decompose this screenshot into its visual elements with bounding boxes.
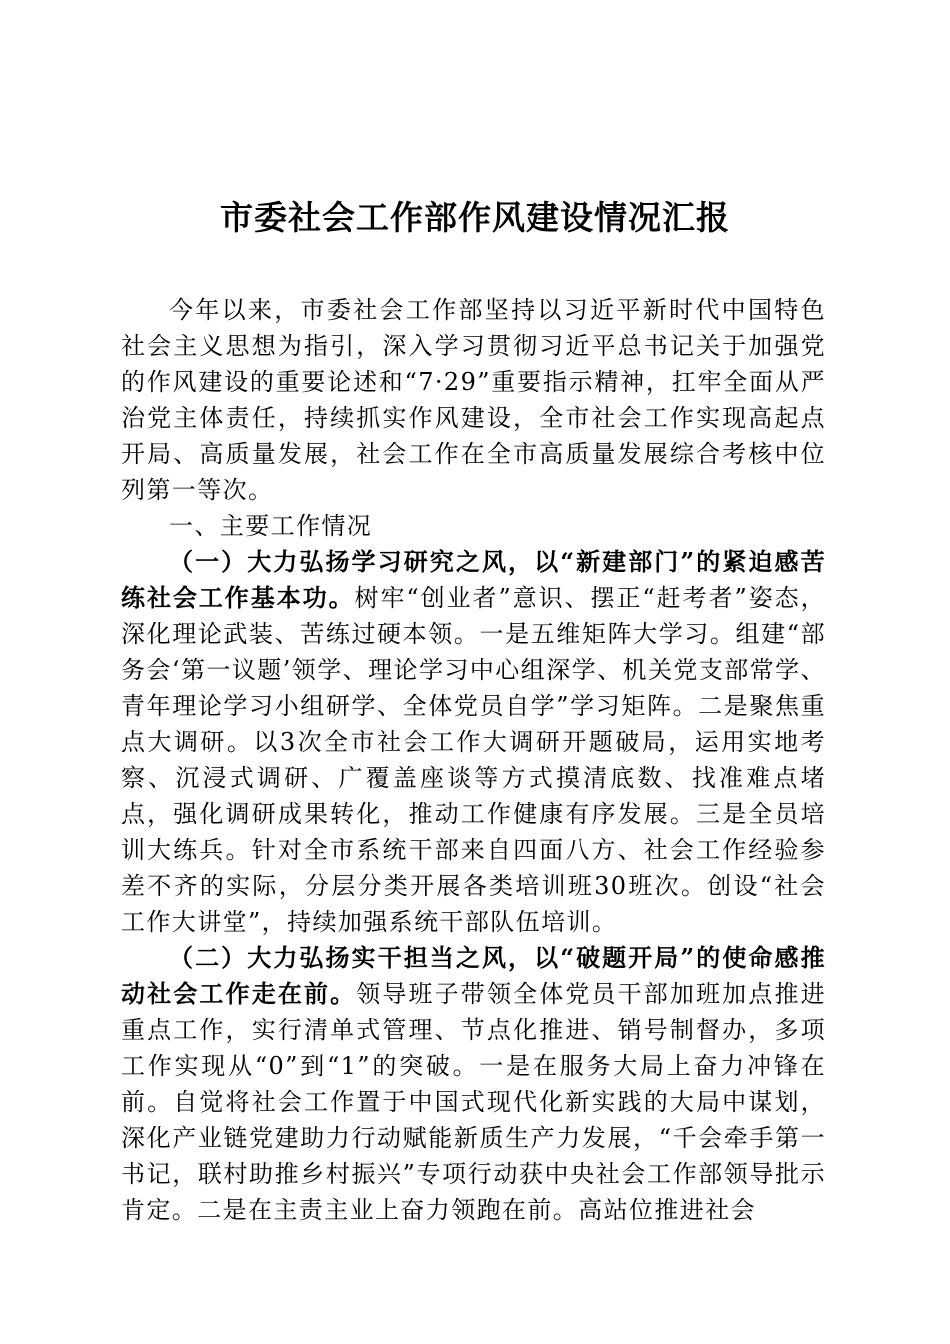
item-2-lead: （二）大力弘扬实干担当之风，以“破题开局”的使命感推动社会工作走在前。	[121, 943, 826, 1008]
intro-paragraph: 今年以来，市委社会工作部坚持以习近平新时代中国特色社会主义思想为指引，深入学习贯彻习近平总书记关于加强党的作风建设的重要论述和“7·29”重要指示精神，扛牢全面从严治党主体责任，持续抓实作风建设，全市社会工作实现高起点开局、高质量发展，社会工作在全市高质量发展综合考核中位列第一等次。	[121, 296, 826, 504]
item-2-paragraph	[121, 940, 826, 1228]
section-heading: 一、主要工作情况	[169, 512, 373, 540]
item-1-text: 树牢“创业者”意识、摆正“赶考者”姿态，深化理论武装、苦练过硬本领。一是五维矩阵大学习。组建“部务会‘第一议题’领学、理论学习中心组深学、机关党支部常学、青年理论学习小组研学、全体党员自学”学习矩阵。二是聚焦重点大调研。以3次全市社会工作大调研开题破局，运用实地考察、沉浸式调研、广覆盖座谈等方式摸清底数、找准难点堵点，强化调研成果转化，推动工作健康有序发展。三是全员培训大练兵。针对全市系统干部来自四面八方、社会工作经验参差不齐的实际，分层分类开展各类培训班30班次。创设“社会工作大讲堂”，持续加强系统干部队伍培训。	[121, 584, 826, 936]
document-body	[121, 292, 826, 1228]
document-title: 市委社会工作部作风建设情况汇报	[220, 198, 730, 237]
item-1-lead: （一）大力弘扬学习研究之风，以“新建部门”的紧迫感苦练社会工作基本功。	[121, 547, 826, 612]
item-1-paragraph	[121, 544, 826, 940]
item-2-text: 领导班子带领全体党员干部加班加点推进重点工作，实行清单式管理、节点化推进、销号制督办，多项工作实现从“0”到“1”的突破。一是在服务大局上奋力冲锋在前。自觉将社会工作置于中国式现代化新实践的大局中谋划，深化产业链党建助力行动赋能新质生产力发展，“千会牵手第一书记，联村助推乡村振兴”专项行动获中央社会工作部领导批示肯定。二是在主责主业上奋力领跑在前。高站位推进社会	[121, 980, 826, 1224]
